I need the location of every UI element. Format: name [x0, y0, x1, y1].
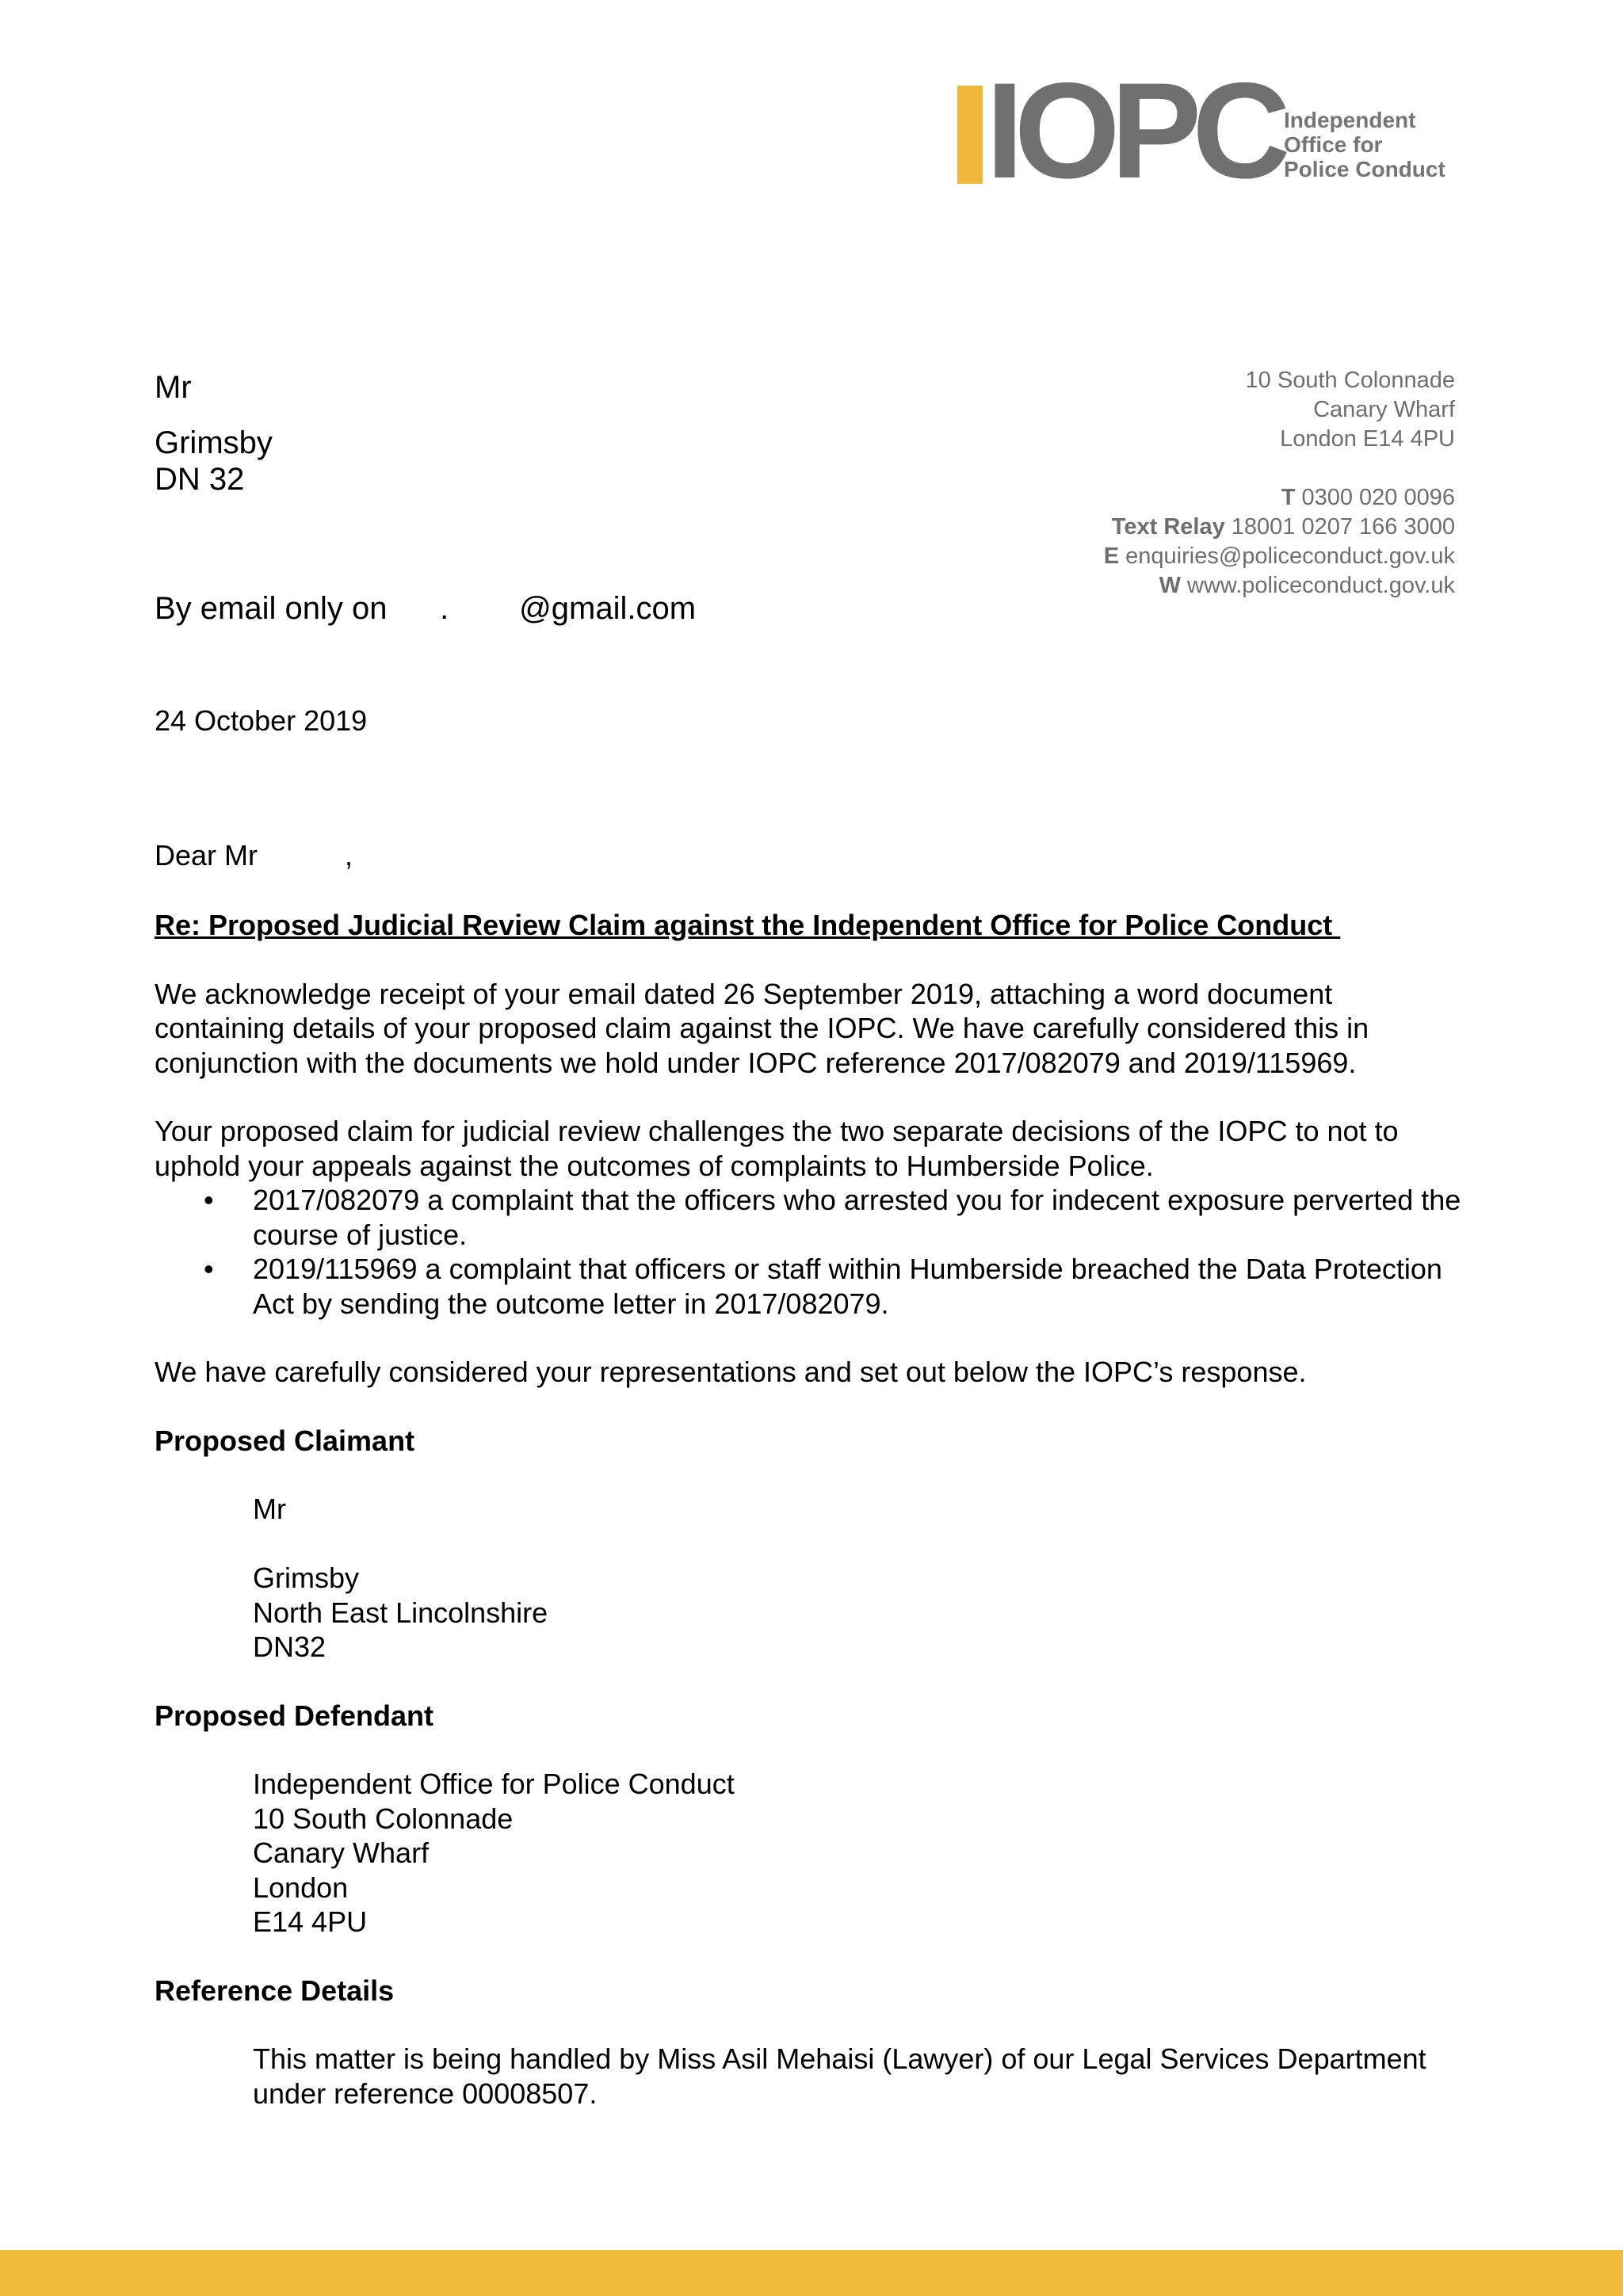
address-line: Mr [253, 1493, 286, 1525]
web-line: W www.policeconduct.gov.uk [1159, 573, 1455, 598]
letter-body [155, 908, 1470, 2145]
address-line: Grimsby [253, 1562, 359, 1594]
reference-heading: Reference Details [155, 1974, 395, 2007]
logo-letters: IOPC [986, 55, 1281, 207]
email-link[interactable]: enquiries@policeconduct.gov.uk [1125, 543, 1455, 569]
recipient-address [155, 369, 273, 498]
address-line: 10 South Colonnade [253, 1802, 514, 1835]
list-item: • 2017/082079 a complaint that the officers who arrested you for indecent exposure perverted the course of justice. [155, 1183, 1470, 1252]
claimant-heading: Proposed Claimant [155, 1424, 415, 1457]
reference-details [155, 2042, 1470, 2111]
logo-text-line: Police Conduct [1284, 157, 1445, 181]
claimant-address [155, 1492, 1470, 1665]
defendant-address [155, 1767, 1470, 1939]
organisation-address [948, 366, 1455, 601]
phone-line: T 0300 020 0096 [1281, 485, 1455, 510]
address-line: London [253, 1871, 349, 1904]
logo-text [1284, 108, 1474, 181]
paragraph: Your proposed claim for judicial review challenges the two separate decisions of the IOPC to not to uphold your appeals against the outcomes of complaints to Humberside Police. [155, 1115, 1399, 1182]
text-relay-line: Text Relay 18001 0207 166 3000 [1111, 514, 1455, 540]
address-line: DN32 [253, 1630, 327, 1663]
letter-date: 24 October 2019 [155, 704, 368, 737]
address-line: E14 4PU [253, 1905, 368, 1938]
defendant-heading: Proposed Defendant [155, 1699, 434, 1732]
address-line: London E14 4PU [1280, 426, 1455, 452]
recipient-town: Grimsby [155, 425, 273, 460]
website-link[interactable]: www.policeconduct.gov.uk [1187, 573, 1455, 598]
subject-line: Re: Proposed Judicial Review Claim against the Independent Office for Police Conduct [155, 909, 1341, 941]
address-line: Canary Wharf [253, 1836, 430, 1869]
email-only-line: By email only on . @gmail.com [155, 591, 697, 626]
paragraph: We acknowledge receipt of your email dated 26 September 2019, attaching a word document containing details of your proposed claim against the IOPC. We have carefully considered this in conjunction with the documents we hold under IOPC reference 2017/082079 and 2019/115969. [155, 977, 1369, 1079]
reference-text: This matter is being handled by Miss Asil Mehaisi (Lawyer) of our Legal Services Department under reference 00008507. [253, 2042, 1426, 2110]
list-item: • 2019/115969 a complaint that officers or staff within Humberside breached the Data Protection Act by sending the outcome letter in 2017/082079. [155, 1252, 1470, 1321]
iopc-logo [957, 55, 1465, 207]
footer-bar [0, 2250, 1623, 2296]
email-line: E enquiries@policeconduct.gov.uk [1103, 543, 1455, 569]
greeting: Dear Mr , [155, 839, 353, 871]
address-line: North East Lincolnshire [253, 1596, 548, 1629]
logo-text-line: Independent [1284, 108, 1416, 132]
recipient-postcode: DN 32 [155, 462, 245, 497]
address-line: Independent Office for Police Conduct [253, 1768, 735, 1800]
logo-text-line: Office for [1284, 132, 1383, 157]
recipient-name: Mr [155, 370, 192, 405]
logo-bar [957, 86, 983, 184]
complaint-list [155, 1183, 1470, 1321]
paragraph: We have carefully considered your representations and set out below the IOPC’s response. [155, 1356, 1307, 1388]
address-line: Canary Wharf [1313, 397, 1455, 422]
address-line: 10 South Colonnade [1245, 368, 1455, 393]
